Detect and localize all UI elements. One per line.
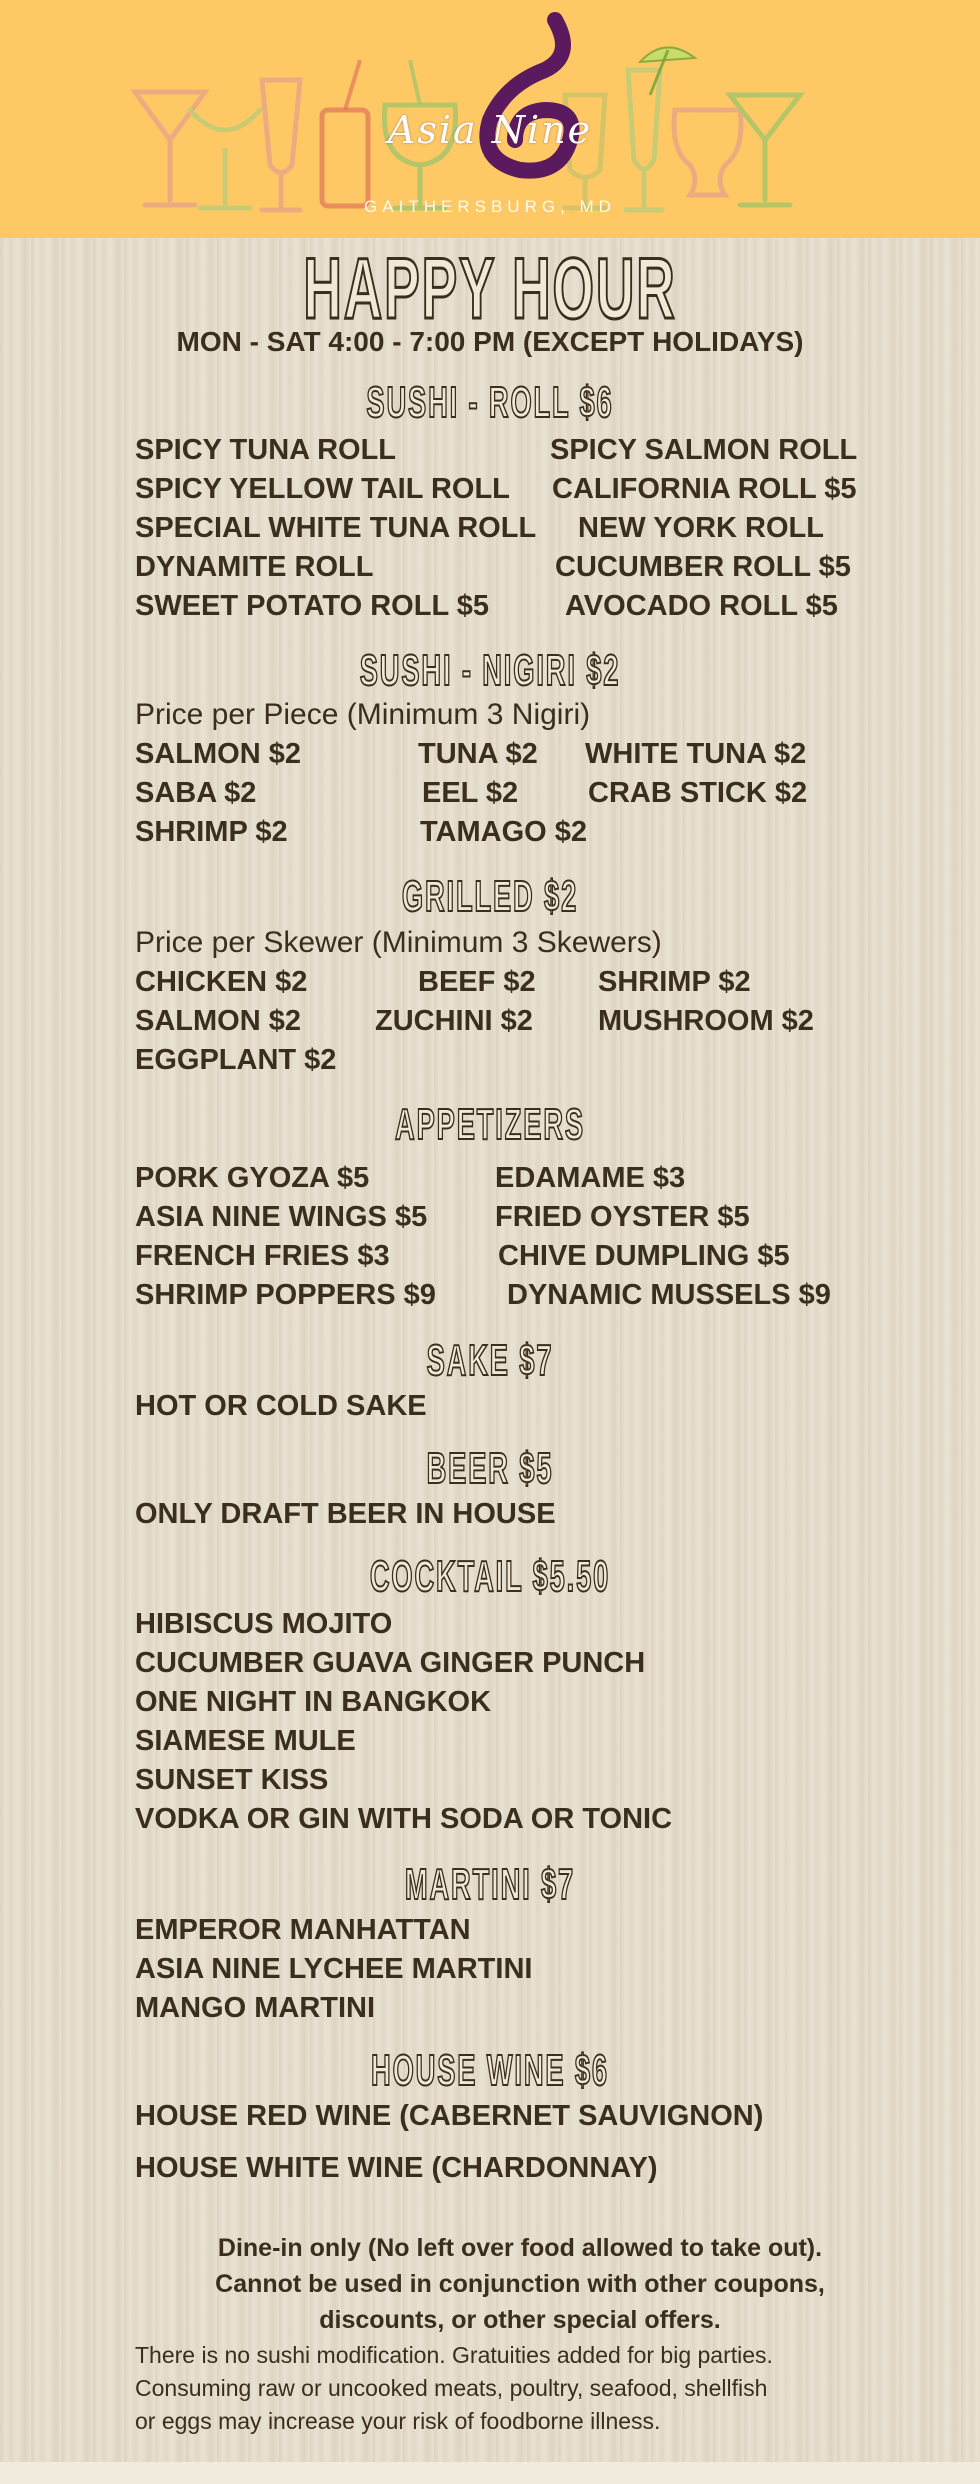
menu-item: ASIA NINE WINGS $5 <box>135 1201 428 1233</box>
section-title-house-wine: HOUSE WINE $6 <box>371 2046 609 2095</box>
logo-name: Asia Nine <box>387 108 593 152</box>
footer-note: There is no sushi modification. Gratuities added for big parties. <box>135 2342 773 2368</box>
menu-item: CHIVE DUMPLING $5 <box>498 1240 790 1272</box>
menu-item: AVOCADO ROLL $5 <box>565 590 838 622</box>
page-title: HAPPY HOUR <box>303 241 677 337</box>
menu-item: SPICY TUNA ROLL <box>135 434 397 466</box>
menu-item: SALMON $2 <box>135 738 301 770</box>
menu-item: CALIFORNIA ROLL $5 <box>552 473 857 505</box>
bottom-border <box>0 2462 980 2484</box>
section-title-cocktail: COCKTAIL $5.50 <box>369 1552 611 1601</box>
menu-item: HOUSE WHITE WINE (CHARDONNAY) <box>135 2152 658 2184</box>
pricing-note: Price per Skewer (Minimum 3 Skewers) <box>135 926 662 959</box>
footer-note-bold: Dine-in only (No left over food allowed to take out). <box>217 2234 823 2262</box>
menu-item: VODKA OR GIN WITH SODA OR TONIC <box>135 1803 673 1835</box>
section-title-appetizers: APPETIZERS <box>395 1100 585 1149</box>
section-title-martini: MARTINI $7 <box>404 1860 576 1909</box>
menu-item: ONLY DRAFT BEER IN HOUSE <box>135 1498 556 1530</box>
menu-item: WHITE TUNA $2 <box>585 738 807 770</box>
menu-item: HOUSE RED WINE (CABERNET SAUVIGNON) <box>135 2100 764 2132</box>
menu-item: BEEF $2 <box>418 966 536 998</box>
menu-item: ZUCHINI $2 <box>375 1005 533 1037</box>
footer-note: or eggs may increase your risk of foodborne illness. <box>135 2408 661 2434</box>
menu-item: SUNSET KISS <box>135 1764 329 1796</box>
menu-item: DYNAMIC MUSSELS $9 <box>507 1279 831 1311</box>
menu-item: PORK GYOZA $5 <box>135 1162 370 1194</box>
menu-item: TUNA $2 <box>418 738 538 770</box>
menu-item: SALMON $2 <box>135 1005 301 1037</box>
section-title-sushi-nigiri: SUSHI - NIGIRI $2 <box>359 646 621 695</box>
menu-item: SPECIAL WHITE TUNA ROLL <box>135 512 537 544</box>
menu-item: ASIA NINE LYCHEE MARTINI <box>135 1953 533 1985</box>
menu-item: SABA $2 <box>135 777 257 809</box>
menu-item: EEL $2 <box>422 777 519 809</box>
menu-item: EDAMAME $3 <box>495 1162 686 1194</box>
menu-item: EGGPLANT $2 <box>135 1044 337 1076</box>
menu-item: TAMAGO $2 <box>420 816 588 848</box>
menu-item: CHICKEN $2 <box>135 966 308 998</box>
section-title-beer: BEER $5 <box>426 1444 554 1493</box>
menu-item: CUCUMBER ROLL $5 <box>555 551 851 583</box>
section-title-sushi-roll: SUSHI - ROLL $6 <box>366 378 614 427</box>
hours-text: MON - SAT 4:00 - 7:00 PM (EXCEPT HOLIDAYS) <box>176 326 804 357</box>
footer-note: Consuming raw or uncooked meats, poultry, seafood, shellfish <box>135 2375 768 2401</box>
menu-item: SHRIMP $2 <box>598 966 751 998</box>
pricing-note: Price per Piece (Minimum 3 Nigiri) <box>135 698 591 731</box>
menu-item: SIAMESE MULE <box>135 1725 356 1757</box>
menu-item: CUCUMBER GUAVA GINGER PUNCH <box>135 1647 646 1679</box>
section-title-sake: SAKE $7 <box>426 1336 554 1385</box>
menu-item: EMPEROR MANHATTAN <box>135 1914 471 1946</box>
menu-item: HIBISCUS MOJITO <box>135 1608 393 1640</box>
menu-item: MUSHROOM $2 <box>598 1005 814 1037</box>
logo-city: GAITHERSBURG, MD <box>364 197 616 216</box>
menu-item: FRIED OYSTER $5 <box>495 1201 750 1233</box>
menu-item: SHRIMP POPPERS $9 <box>135 1279 436 1311</box>
header-banner <box>0 0 980 238</box>
menu-item: SHRIMP $2 <box>135 816 288 848</box>
menu-item: SPICY YELLOW TAIL ROLL <box>135 473 510 505</box>
menu-item: SWEET POTATO ROLL $5 <box>135 590 489 622</box>
section-title-grilled: GRILLED $2 <box>401 872 579 921</box>
menu-item: NEW YORK ROLL <box>578 512 824 544</box>
menu-item: ONE NIGHT IN BANGKOK <box>135 1686 492 1718</box>
menu-item: SPICY SALMON ROLL <box>550 434 858 466</box>
menu-item: HOT OR COLD SAKE <box>135 1390 427 1422</box>
menu-item: MANGO MARTINI <box>135 1992 376 2024</box>
menu-item: CRAB STICK $2 <box>588 777 808 809</box>
footer-note-bold: Cannot be used in conjunction with other coupons, <box>215 2270 825 2298</box>
menu-item: DYNAMITE ROLL <box>135 551 374 583</box>
footer-note-bold: discounts, or other special offers. <box>319 2306 721 2334</box>
menu-item: FRENCH FRIES $3 <box>135 1240 390 1272</box>
